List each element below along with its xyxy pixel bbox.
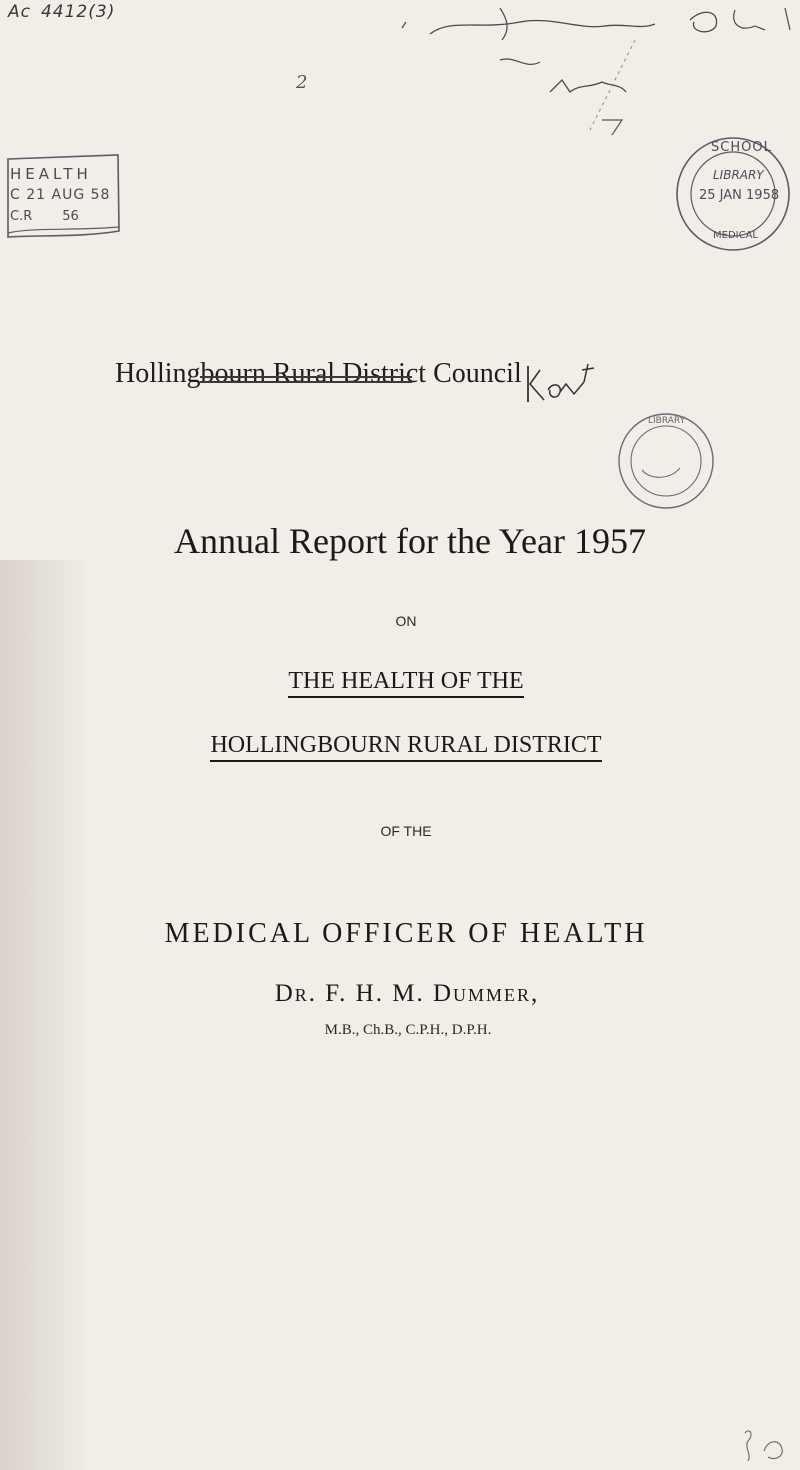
library-stamp-bottom: MEDICAL [713,230,758,241]
handnote-prefix: Ac [8,2,31,22]
scan-shadow [0,560,90,1470]
pencil-mark [740,1425,795,1465]
double-rule [200,376,412,383]
stamp-line-3-right: 56 [62,209,79,224]
subtitle-line-1 [0,668,800,695]
stamp-line-2: C 21 AUG 58 [10,187,111,203]
library-stamp-middle: LIBRARY [713,168,764,182]
subtitle-line-1-text: THE HEALTH OF THE [288,668,523,698]
stamp-line-1: HEALTH [10,165,92,183]
initials-scribble [518,360,608,408]
handnote-reference: 4412(3) [40,2,116,22]
handwritten-signature [390,0,800,135]
officer-title: MEDICAL OFFICER OF HEALTH [164,918,648,949]
report-title: Annual Report for the Year 1957 [174,521,646,561]
stamp-line-3 [10,209,79,224]
library-stamp-top: SCHOOL [711,140,772,155]
subtitle-line-2 [0,732,800,759]
on-label: ON [395,613,417,629]
doctor-qualifications: M.B., Ch.B., C.P.H., D.P.H. [324,1022,492,1038]
library-stamp-date: 25 JAN 1958 [699,188,780,203]
small-library-seal [610,410,722,512]
stamp-line-3-left: C.R [10,209,33,224]
subtitle-line-2-text: HOLLINGBOURN RURAL DISTRICT [210,732,601,762]
handwritten-mark-2: 2 [296,72,308,93]
health-received-stamp [4,145,122,241]
doctor-name: Dr. F. H. M. Dummer, [274,980,540,1007]
of-the-label: OF THE [380,823,432,839]
handwritten-catalog-note [8,2,115,22]
school-library-stamp [665,130,800,255]
small-seal-text: LIBRARY [648,416,686,426]
council-name: Hollingbourn Rural District Council [115,358,522,389]
